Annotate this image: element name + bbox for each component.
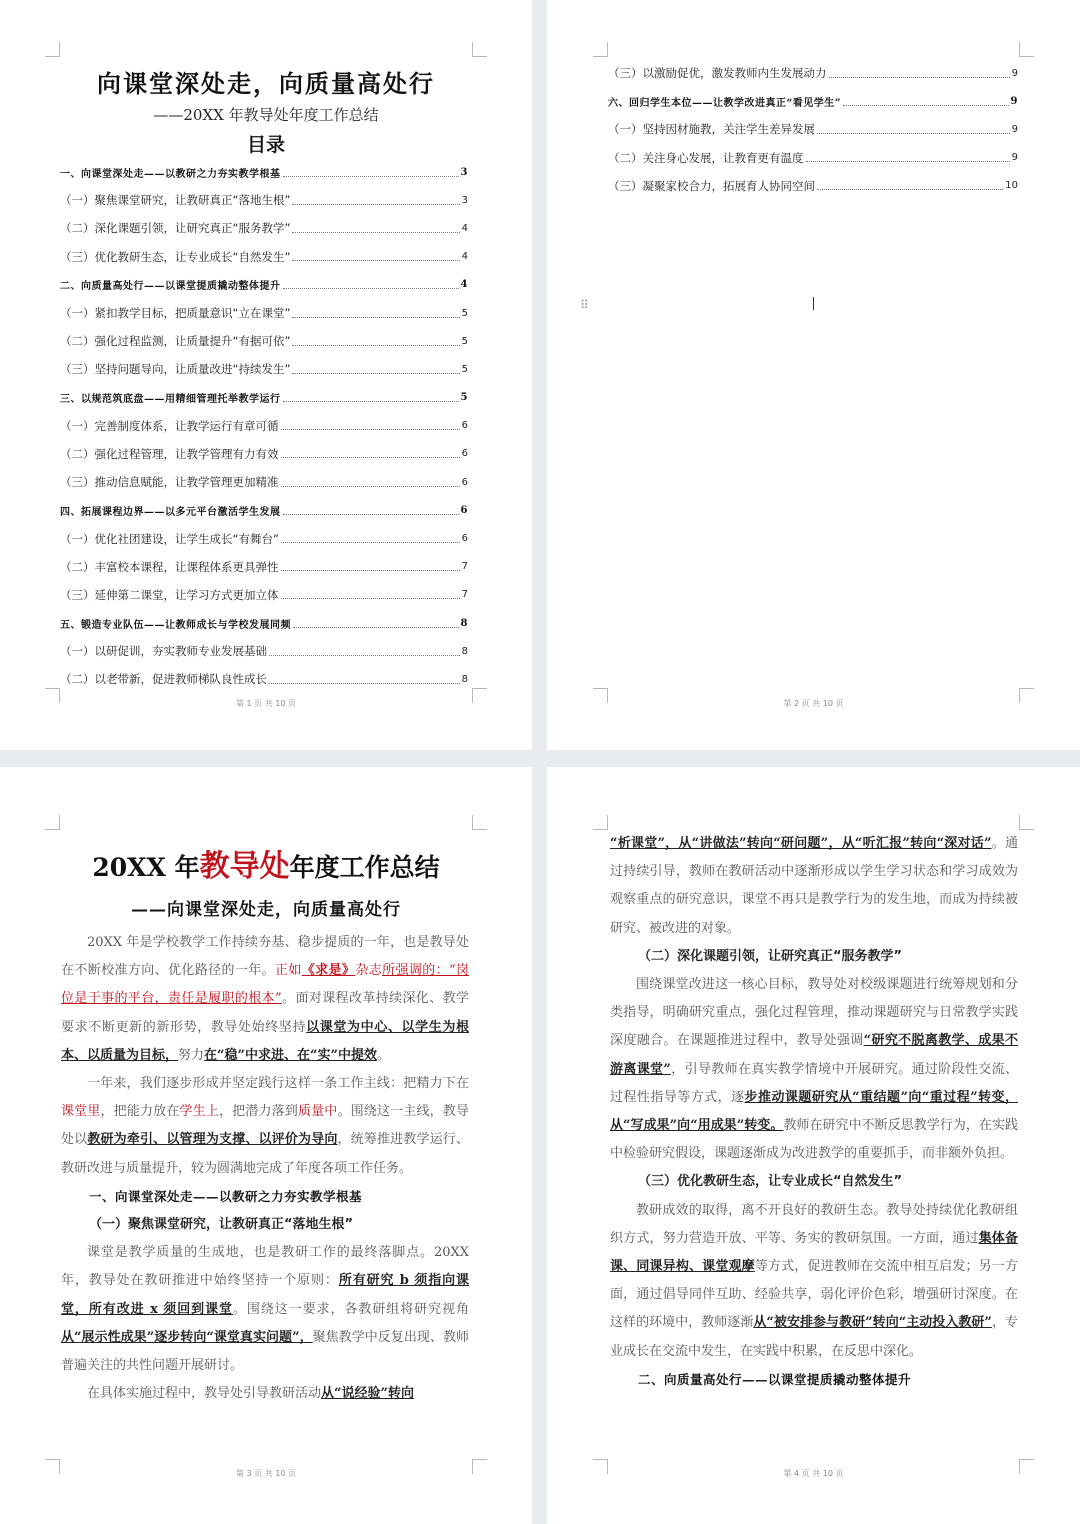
toc-entry[interactable] [608,172,1018,200]
toc-leader-dots [269,683,460,684]
toc-entry-title: 三、以规范筑底盘——用精细管理托举教学运行 [60,394,281,406]
toc-leader-dots [292,204,459,205]
toc-entry-title: （一）以研促训，夯实教师专业发展基础 [60,644,267,659]
crop-mark [45,42,60,57]
paragraph: 在具体实施过程中，教导处引导教研活动从“说经验”转向 [87,1386,414,1402]
toc-leader-dots [292,373,459,374]
toc-entry[interactable] [608,59,1018,87]
toc-entry-title: （二）强化过程监测，让质量提升“有据可依” [60,334,291,349]
subsection-heading: （二）深化课题引领，让研究真正“服务教学” [638,948,903,964]
toc-entry[interactable] [60,553,468,581]
toc-entry-title: （三）延伸第二课堂，让学习方式更加立体 [60,587,279,602]
body-text [610,830,1018,1394]
toc-leader-dots [283,176,459,177]
document-title [0,841,532,885]
toc-leader-dots [281,542,460,543]
toc-entry-title: 一、向课堂深处走——以教研之力夯实教学根基 [60,168,281,180]
crop-mark [45,815,60,830]
toc-leader-dots [292,232,459,233]
title-highlight: 教导处 [199,849,290,884]
toc-entry[interactable] [60,214,468,242]
crop-mark [472,815,487,830]
table-of-contents-continued [608,59,1018,200]
title-year: 20XX 年 [92,853,200,882]
section-heading: 二、向质量高处行——以课堂提质撬动整体提升 [638,1371,912,1387]
toc-entry[interactable] [608,115,1018,143]
toc-entry-title: （三）优化教研生态，让专业成长“自然发生” [60,249,291,264]
title-rest: 年度工作总结 [289,853,440,882]
document-page-2 [547,0,1080,750]
subsection-heading: （三）优化教研生态，让专业成长“自然发生” [638,1174,903,1190]
toc-entry-page: 5 [461,307,468,319]
toc-leader-dots [281,457,460,458]
toc-entry-page: 7 [461,561,468,573]
toc-leader-dots [292,317,459,318]
toc-entry-title: 六、回归学生本位——让教学改进真正“看见学生” [608,97,842,109]
crop-mark [593,815,608,830]
toc-entry[interactable] [60,271,468,299]
toc-entry-page: 8 [461,645,468,657]
toc-entry-title: （三）推动信息赋能，让教学管理更加精准 [60,475,279,490]
toc-entry-page: 6 [461,420,468,432]
toc-entry-page: 4 [461,222,468,234]
toc-leader-dots [283,401,459,402]
page-footer: 第 4 页 共 10 页 [783,1469,844,1478]
toc-entry[interactable] [60,384,468,412]
toc-heading: 目录 [246,134,285,156]
toc-entry-page: 6 [461,448,468,460]
toc-entry-page: 10 [1005,180,1018,192]
toc-entry-page: 3 [460,166,468,178]
toc-leader-dots [806,161,1010,162]
toc-entry-page: 6 [460,504,468,516]
toc-entry-page: 9 [1011,123,1018,135]
toc-entry[interactable] [60,468,468,496]
paragraph: “析课堂”，从“讲做法”转向“研问题”，从“听汇报”转向“深对话”。通过持续引导，教师在教研活动中逐渐形成以学生学习状态和学习成效为观察重点的研究意识，课堂不再只是教学行为的发生地，而成为持续被研究、被改进的对象。 [610,836,1018,936]
toc-entry-title: 五、锻造专业队伍——让教师成长与学校发展同频 [60,619,291,631]
toc-leader-dots [283,288,459,289]
document-subtitle: ——向课堂深处走，向质量高处行 [131,900,401,920]
toc-entry[interactable] [60,665,468,693]
toc-entry-page: 3 [461,194,468,206]
toc-leader-dots [817,189,1003,190]
toc-entry-title: （二）深化课题引领，让研究真正“服务教学” [60,221,291,236]
toc-entry-page: 8 [460,617,468,629]
toc-entry-title: （三）凝聚家校合力，拓展育人协同空间 [608,178,815,193]
paragraph: 一年来，我们逐步形成并坚定践行这样一条工作主线：把精力下在课堂里，把能力放在学生上，把潜力落到质量中。围绕这一主线，教导处以教研为牵引、以管理为支撑、以评价为导向，统筹推进教学运行、教研改进与质量提升，较为圆满地完成了年度各项工作任务。 [61,1076,469,1176]
toc-entry[interactable] [60,412,468,440]
toc-entry-page: 5 [461,363,468,375]
text-cursor [813,297,814,310]
paragraph: 课堂是教学质量的生成地，也是教研工作的最终落脚点。20XX 年，教导处在教研推进中始终坚持一个原则：所有研究 b 须指向课堂，所有改进 x 须回到课堂。围绕这一要求，各教研组将研究视角从“展示性成果”逐步转向“课堂真实问题”，聚焦教学中反复出现、教师普遍关注的共性问题开展研讨。 [61,1245,469,1374]
toc-entry-page: 8 [461,673,468,685]
document-page-3 [0,767,532,1524]
toc-entry[interactable] [60,299,468,327]
toc-entry-page: 6 [461,533,468,545]
document-page-4 [547,767,1080,1524]
toc-entry-title: （一）坚持因材施教，关注学生差异发展 [608,122,815,137]
paragraph: 教研成效的取得，离不开良好的教研生态。教导处持续优化教研组织方式，努力营造开放、平等、务实的教研氛围。一方面，通过集体备课、同课异构、课堂观摩等方式，促进教师在交流中相互启发；另一方面，通过倡导同伴互助、经验共享，弱化评价色彩，增强研讨深度。在这样的环境中，教师逐渐从“被安排参与教研”转向“主动投入教研”，专业成长在交流中发生，在实践中积累，在反思中深化。 [610,1202,1018,1359]
toc-entry-title: （二）强化过程管理，让教学管理有力有效 [60,446,279,461]
toc-entry-page: 6 [461,476,468,488]
toc-entry-title: （二）丰富校本课程，让课程体系更具弹性 [60,559,279,574]
page-footer: 第 2 页 共 10 页 [783,699,844,708]
toc-entry[interactable] [60,637,468,665]
toc-leader-dots [283,514,459,515]
drag-handle-icon[interactable]: ⠿ [580,298,588,312]
toc-entry[interactable] [60,186,468,214]
toc-entry-page: 4 [460,279,468,291]
toc-entry-title: （一）完善制度体系，让教学运行有章可循 [60,418,279,433]
toc-leader-dots [269,655,460,656]
table-of-contents [60,158,468,694]
cover-title: 向课堂深处走，向质量高处行 [97,69,435,98]
toc-entry-page: 4 [461,251,468,263]
toc-entry-title: 二、向质量高处行——以课堂提质撬动整体提升 [60,281,281,293]
toc-entry[interactable] [60,243,468,271]
toc-entry-title: （三）坚持问题导向，让质量改进“持续发生” [60,362,291,377]
section-heading: 一、向课堂深处走——以教研之力夯实教学根基 [89,1188,363,1204]
toc-entry[interactable] [608,144,1018,172]
toc-entry-page: 9 [1010,95,1018,107]
toc-entry-title: （一）紧扣教学目标，把质量意识“立在课堂” [60,306,291,321]
crop-mark [1019,42,1034,57]
toc-entry-title: （一）优化社团建设，让学生成长“有舞台” [60,531,279,546]
toc-leader-dots [281,486,460,487]
toc-entry[interactable] [608,87,1018,115]
toc-entry[interactable] [60,581,468,609]
toc-leader-dots [281,570,460,571]
toc-entry-title: 四、拓展课程边界——以多元平台激活学生发展 [60,506,281,518]
toc-entry[interactable] [60,158,468,186]
toc-entry-page: 9 [1011,152,1018,164]
crop-mark [593,42,608,57]
cover-subtitle: ——20XX 年教导处年度工作总结 [153,106,379,124]
toc-leader-dots [817,133,1010,134]
paragraph: 20XX 年是学校教学工作持续夯基、稳步提质的一年，也是教导处在不断校准方向、优化路径的一年。正如《求是》杂志所强调的：“岗位是干事的平台，责任是履职的根本”。面对课程改革持续深化、教学要求不断更新的新形势，教导处始终坚持以课堂为中心、以学生为根本、以质量为目标，努力在“稳”中求进、在“实”中提效。 [61,935,469,1063]
toc-entry-title: （二）关注身心发展，让教育更有温度 [608,150,804,165]
toc-entry-page: 7 [461,589,468,601]
document-page-1 [0,0,532,750]
page-footer: 第 1 页 共 10 页 [236,699,296,708]
toc-leader-dots [293,627,459,628]
toc-entry[interactable] [60,524,468,552]
toc-leader-dots [292,260,459,261]
toc-leader-dots [843,105,1009,106]
toc-leader-dots [281,429,460,430]
toc-leader-dots [281,598,460,599]
crop-mark [472,42,487,57]
toc-entry[interactable] [60,609,468,637]
body-text [61,929,469,1408]
toc-entry[interactable] [60,496,468,524]
page-footer: 第 3 页 共 10 页 [236,1469,296,1478]
toc-entry-page: 5 [461,335,468,347]
toc-leader-dots [829,77,1010,78]
toc-leader-dots [292,345,459,346]
paragraph: 围绕课堂改进这一核心目标，教导处对校级课题进行统筹规划和分类指导，明确研究重点，强化过程管理，推动课题研究与日常教学实践深度融合。在课题推进过程中，教导处强调“研究不脱离教学、成果不游离课堂”，引导教师在真实教学情境中开展研究。通过阶段性交流、过程性指导等方式，逐步推动课题研究从“重结题”向“重过程”转变，从“写成果”向“用成果”转变。教师在研究中不断反思教学行为，在实践中检验研究假设，课题逐渐成为改进教学的重要抓手，而非额外负担。 [610,977,1018,1162]
toc-entry-page: 9 [1011,67,1018,79]
toc-entry-title: （三）以激励促优，激发教师内生发展动力 [608,66,827,81]
crop-mark [1019,815,1034,830]
toc-entry[interactable] [60,440,468,468]
toc-entry[interactable] [60,355,468,383]
toc-entry-page: 5 [460,392,468,404]
toc-entry[interactable] [60,327,468,355]
toc-entry-title: （二）以老带新，促进教师梯队良性成长 [60,672,267,687]
toc-entry-title: （一）聚焦课堂研究，让教研真正“落地生根” [60,193,291,208]
subsection-heading: （一）聚焦课堂研究，让教研真正“落地生根” [89,1217,354,1233]
